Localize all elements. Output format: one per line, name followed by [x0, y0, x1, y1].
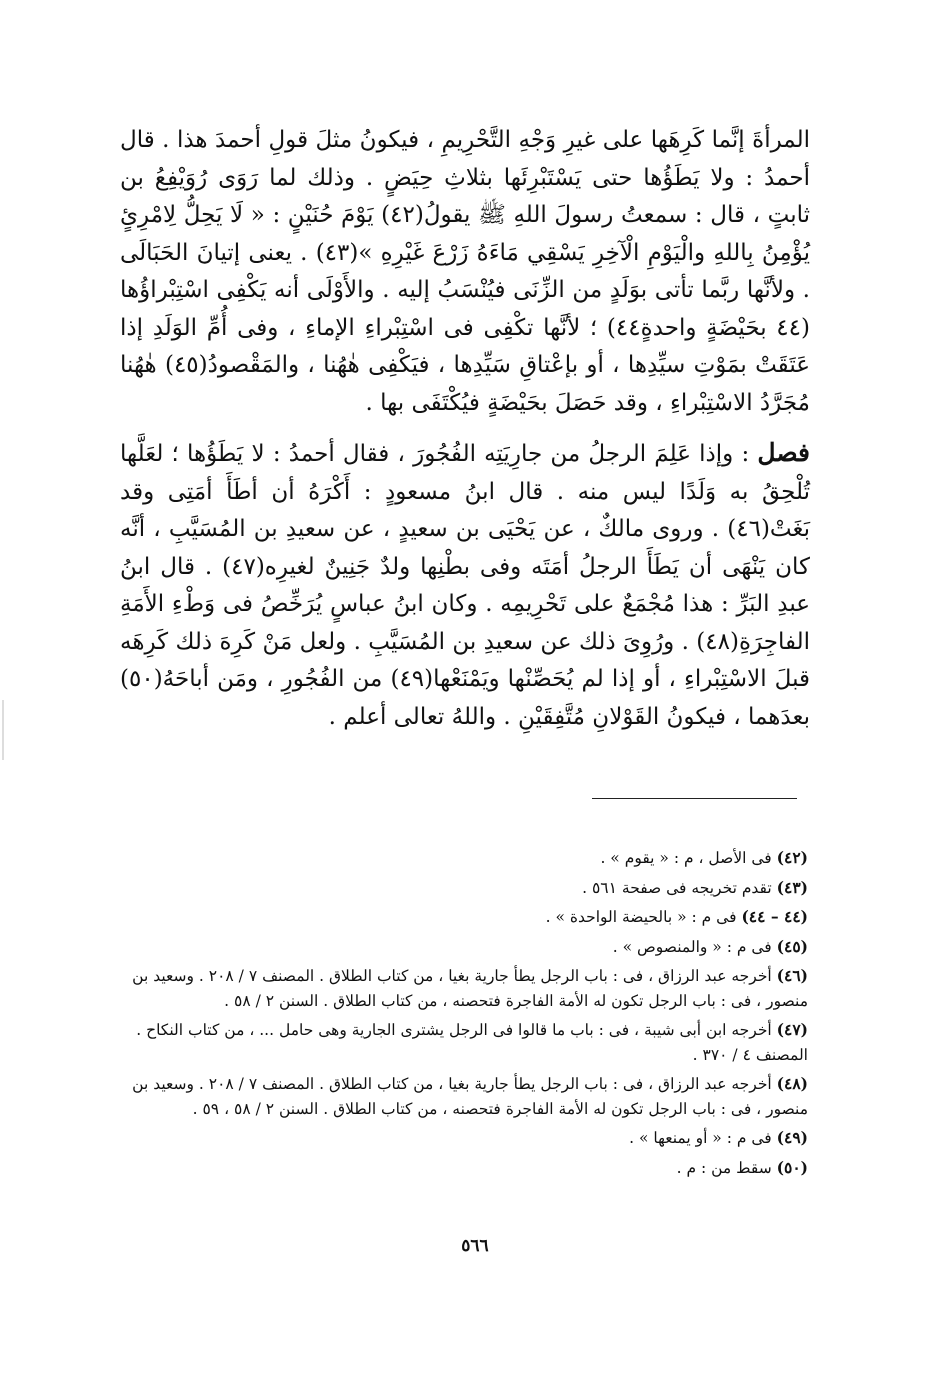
footnote-text: فى الأصل ، م : « يقوم » .	[600, 849, 772, 867]
paragraph-2-text: : وإذا عَلِمَ الرجلُ من جارِيَتِه الفُجُورَ ، فقال أحمدُ : لا يَطَؤُها ؛ لعَلَّها تُلْحِقُ به وَلَدًا ليس منه . قال ابنُ مسعودٍ : أَكْرَهُ أن أطَأَ أمَتِى وقد بَغَتْ(٤٦) . وروى مالكٌ ، عن يَحْيَى بن سعيدٍ ، عن سعيدِ بن المُسَيَّبِ ، أنَّه كان يَنْهَى أن يَطَأَ الرجلُ أمَتَه وفى بطْنِها ولدٌ جَنِينٌ لغيرِه(٤٧) . قال ابنُ عبدِ البَرِّ : هذا مُجْمَعٌ على تَحْرِيمِه . وكان ابنُ عباسٍ يُرَخِّصُ فى وَطْءِ الأَمَةِ الفاجِرَةِ(٤٨) . ورُوِىَ ذلك عن سعيدِ بن المُسَيَّبِ . ولعل مَنْ كَرِهَ ذلك كَرِهَه قبلَ الاسْتِبْراءِ ، أو إذا لم يُحَصِّنْها ويَمْنَعْها(٤٩) من الفُجُورِ ، ومَن أباحَهُ(٥٠) بعدَهما ، فيكونُ القَوْلانِ مُتَّفِقَيْنِ . واللهُ تعالى أعلم .	[120, 441, 811, 730]
footnote	[130, 846, 808, 871]
footnotes-section	[130, 846, 808, 1185]
scan-margin-mark	[2, 700, 4, 760]
footnote-text: تقدم تخريجه فى صفحة ٥٦١ .	[582, 878, 772, 897]
footnote-number: (٥٠)	[776, 1157, 808, 1177]
footnote	[130, 1126, 808, 1151]
footnote-number: (٤٨)	[776, 1074, 808, 1093]
footnote-text: فى م : « بالحيضة الواحدة » .	[545, 908, 737, 926]
footnote-number: (٤٦)	[776, 966, 808, 985]
paragraph-1: المرأةَ إنَّما كَرِهَها على غيرِ وَجْهِ التَّحْرِيمِ ، فيكونُ مثلَ قولِ أحمدَ هذا . قال أحمدُ : ولا يَطَؤُها حتى يَسْتَبْرِئَها بثلاثِ حِيَضٍ . وذلك لما رَوَى رُوَيْفِعُ بن ثابتٍ ، قال : سمعتُ رسولَ اللهِ ﷺ يقولُ(٤٢) يَوْمَ حُنَيْنٍ : « لَا يَحِلُّ لِامْرِئٍ يُؤْمِنُ بِاللهِ والْيَوْمِ الْآخِرِ يَسْقِي مَاءَهُ زَرْعَ غَيْرِهِ »(٤٣) . يعنى إتيانَ الحَبَالَى . ولأنَّها ربَّما تأتى بوَلَدٍ من الزِّنَى فيُنْسَبُ إليه . والأَوْلَى أنه يَكْفِى اسْتِبْراؤُها (٤٤ بحَيْضَةٍ واحدةٍ٤٤) ؛ لأنَّها تكْفِى فى اسْتِبْراءِ الإماءِ ، وفى أُمِّ الوَلَدِ إذا عَتَقَتْ بمَوْتِ سيِّدِها ، أو بإعْتاقِ سَيِّدِها ، فيَكْفِى هٰهُنا ، والمَقْصودُ(٤٥) هٰهُنا مُجَرَّدُ الاسْتِبْراءِ ، وقد حَصَلَ بحَيْضَةٍ فيُكْتَفَى بها .	[120, 127, 811, 416]
footnote	[130, 1156, 808, 1181]
footnote-text: سقط من : م .	[676, 1158, 772, 1177]
footnote-number: (٤٥)	[776, 936, 808, 956]
footnote-text: فى م : « أو يمنعها » .	[629, 1129, 772, 1147]
footnote-number: (٤٢)	[776, 848, 808, 867]
footnote-number: (٤٩)	[776, 1128, 808, 1147]
footnote-number: (٤٣)	[776, 877, 808, 897]
fasl-heading: فصل	[757, 438, 810, 467]
footnote	[130, 905, 808, 930]
main-text-body	[120, 122, 810, 736]
footnote	[130, 1072, 808, 1121]
paragraph-2	[120, 434, 810, 736]
footnote-text: فى م : « والمنصوص » .	[612, 937, 772, 956]
footnote-number: (٤٤ – ٤٤)	[741, 907, 808, 926]
footnote	[130, 935, 808, 960]
footnote	[130, 964, 808, 1013]
footnote-text: أخرجه عبد الرزاق ، فى : باب الرجل يطأ جارية بغيا ، من كتاب الطلاق . المصنف ٧ / ٢٠٨ . وسعيد بن منصور ، فى : باب الرجل تكون له الأمة الفاجرة فتحصنه ، من كتاب الطلاق . السنن ٢ / ٥٨ ، ٥٩ .	[132, 1075, 808, 1118]
footnote	[130, 876, 808, 901]
footnote-text: أخرجه عبد الرزاق ، فى : باب الرجل يطأ جارية بغيا ، من كتاب الطلاق . المصنف ٧ / ٢٠٨ . وسعيد بن منصور ، فى : باب الرجل تكون له الأمة الفاجرة فتحصنه ، من كتاب الطلاق . السنن ٢ / ٥٨ .	[132, 967, 808, 1010]
page-number: ٥٦٦	[461, 1236, 489, 1256]
footnote	[130, 1018, 808, 1067]
footnote-text: أخرجه ابن أبى شيبة ، فى : باب ما قالوا فى الرجل يشترى الجارية وهى حامل ... ، من كتاب النكاح . المصنف ٤ / ٣٧٠ .	[136, 1021, 808, 1064]
footnote-number: (٤٧)	[776, 1020, 808, 1039]
footnote-divider	[592, 798, 797, 799]
